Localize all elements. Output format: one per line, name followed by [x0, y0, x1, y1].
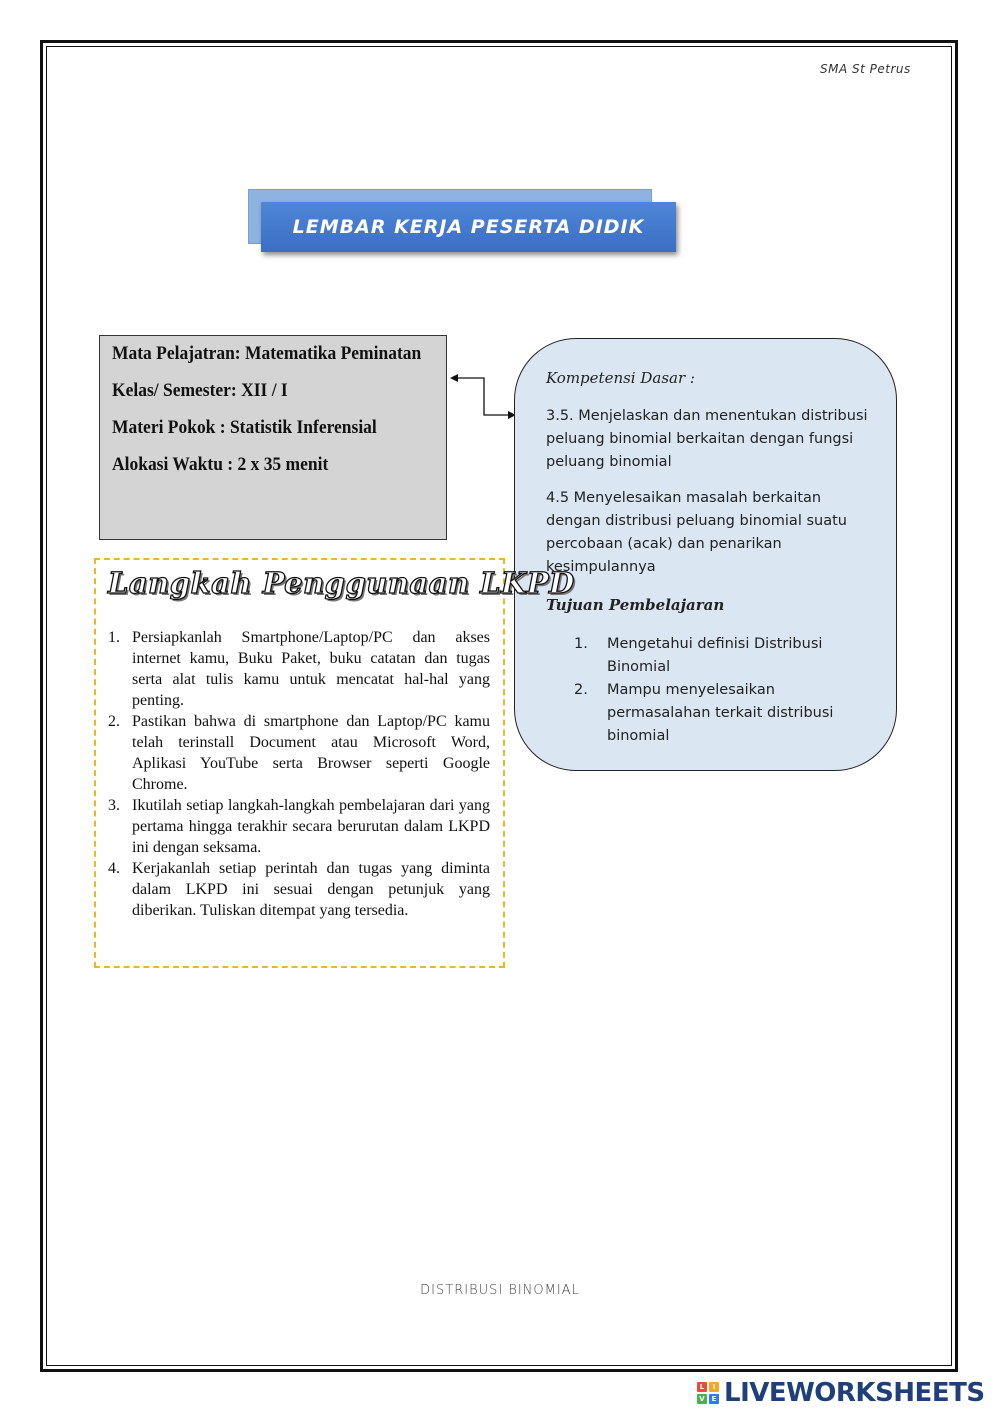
list-item-text: Mengetahui definisi Distribusi Binomial [607, 636, 823, 675]
list-item-number: 3. [108, 797, 120, 814]
list-item-text: Pastikan bahwa di smartphone dan Laptop/PC kamu telah terinstall Document atau Microsoft Word, Aplikasi YouTube serta Browser seperti Google Chrome. [132, 713, 490, 793]
list-item-number: 4. [108, 860, 120, 877]
school-name: SMA St Petrus [820, 62, 911, 76]
info-main-topic: Materi Pokok : Statistik Inferensial [112, 417, 377, 438]
connector-arrow [440, 368, 520, 428]
list-item [108, 711, 490, 795]
list-item [108, 627, 490, 711]
usage-steps-heading: Langkah Penggunaan LKPD [108, 566, 575, 600]
list-item-number: 2. [108, 713, 120, 730]
list-item [574, 679, 874, 748]
competency-item-3-5: 3.5. Menjelaskan dan menentukan distribusi peluang binomial berkaitan dengan fungsi peluang binomial [546, 408, 868, 470]
logo-tile: V [697, 1394, 707, 1404]
list-item-text: Persiapkanlah Smartphone/Laptop/PC dan akses internet kamu, Buku Paket, buku catatan dan tugas serta alat tulis kamu untuk mencatat hal-hal yang penting. [132, 629, 490, 709]
list-item-text: Mampu menyelesaikan permasalahan terkait distribusi binomial [607, 682, 834, 744]
logo-tile: E [709, 1394, 719, 1404]
list-item [108, 795, 490, 858]
logo-tile: I [709, 1382, 719, 1392]
brand-name: LIVEWORKSHEETS [724, 1378, 985, 1408]
list-item-text: Ikutilah setiap langkah-langkah pembelajaran dari yang pertama hingga terakhir secara berurutan dalam LKPD ini dengan seksama. [132, 797, 490, 856]
usage-steps-list [108, 627, 490, 921]
info-subject: Mata Pelajatran: Matematika Peminatan [112, 343, 422, 364]
competency-item-4-5: 4.5 Menyelesaikan masalah berkaitan dengan distribusi peluang binomial suatu percobaan (acak) dan penarikan kesimpulannya [546, 490, 847, 575]
learning-objectives-list [574, 633, 874, 748]
list-item-number: 1. [574, 636, 588, 652]
learning-objectives-heading: Tujuan Pembelajaran [546, 596, 725, 614]
list-item-number: 2. [574, 682, 588, 698]
info-class-semester: Kelas/ Semester: XII / I [112, 380, 288, 401]
competency-heading: Kompetensi Dasar : [546, 369, 695, 387]
info-time-allocation: Alokasi Waktu : 2 x 35 menit [112, 454, 329, 475]
logo-tile: L [697, 1382, 707, 1392]
list-item [574, 633, 874, 679]
liveworksheets-logo-icon [697, 1382, 719, 1404]
list-item-number: 1. [108, 629, 120, 646]
subject-info-box [99, 335, 447, 540]
list-item-text: Kerjakanlah setiap perintah dan tugas yang diminta dalam LKPD ini sesuai dengan petunjuk yang diberikan. Tuliskan ditempat yang tersedia. [132, 860, 490, 919]
page-footer: DISTRIBUSI BINOMIAL [420, 1283, 580, 1298]
list-item [108, 858, 490, 921]
page-title: LEMBAR KERJA PESERTA DIDIK [292, 216, 645, 238]
liveworksheets-brand[interactable] [697, 1378, 985, 1408]
title-banner [261, 202, 676, 252]
arrow-head-left-icon [450, 374, 458, 382]
